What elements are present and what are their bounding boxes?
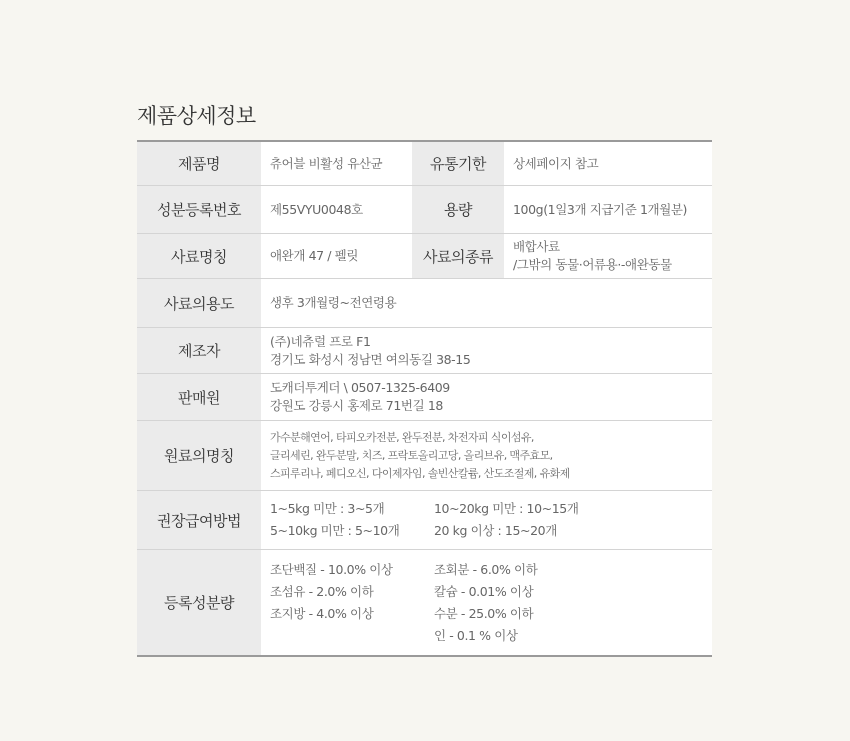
value-line: 경기도 화성시 정남면 여의동길 38-15 (270, 351, 471, 367)
value-line: 수분 - 25.0% 이하 (434, 605, 534, 621)
row-header: 등록성분량 (137, 550, 261, 655)
row-header: 제품명 (137, 142, 261, 185)
row-header: 판매원 (137, 374, 261, 420)
table-row (137, 328, 712, 374)
row-header: 사료의종류 (412, 234, 504, 278)
row-header: 유통기한 (412, 142, 504, 185)
row-value (261, 328, 712, 373)
value-line: 10~20kg 미만 : 10~15개 (434, 501, 579, 516)
row-value (261, 550, 712, 655)
value-line: /그밖의 동물·어류용·-애완동물 (513, 257, 672, 272)
value-column-left (270, 559, 434, 647)
page-title: 제품상세정보 (137, 104, 256, 128)
row-header: 용량 (412, 186, 504, 233)
table-row (137, 491, 712, 550)
value-column-right (434, 498, 579, 542)
value-column-left (270, 498, 434, 542)
row-value: 애완개 47 / 펠릿 (270, 248, 359, 263)
row-header: 성분등록번호 (137, 186, 261, 233)
row-value (261, 374, 712, 420)
table-row (137, 186, 712, 234)
value-line: 1~5kg 미만 : 3~5개 (270, 501, 385, 516)
value-line: 배합사료 (513, 239, 560, 254)
value-column-right (434, 559, 537, 647)
value-line: 조지방 - 4.0% 이상 (270, 605, 374, 621)
table-row (137, 374, 712, 421)
table-row (137, 279, 712, 328)
value-line: 조단백질 - 10.0% 이상 (270, 561, 393, 577)
row-value: 상세페이지 참고 (513, 155, 599, 171)
row-value (504, 234, 712, 278)
row-header: 사료명칭 (137, 234, 261, 278)
value-line: 글리세린, 완두분말, 치즈, 프락토올리고당, 올리브유, 맥주효모, (270, 448, 553, 462)
value-line: (주)네츄럴 프로 F1 (270, 333, 371, 349)
row-value: 생후 3개월령~전연령용 (270, 295, 397, 310)
row-value: 제55VYU0048호 (270, 201, 363, 217)
row-value (261, 421, 712, 490)
value-line: 인 - 0.1 % 이상 (434, 627, 518, 643)
value-line: 도캐더투게더 \ 0507-1325-6409 (270, 380, 450, 395)
table-row (137, 421, 712, 491)
row-header: 원료의명칭 (137, 421, 261, 490)
row-header: 권장급여방법 (137, 491, 261, 549)
value-line: 가수분해연어, 타피오카전분, 완두전분, 차전자피 식이섬유, (270, 430, 534, 444)
value-line: 조섬유 - 2.0% 이하 (270, 583, 374, 599)
value-line: 조회분 - 6.0% 이하 (434, 561, 538, 577)
value-line: 강원도 강릉시 홍제로 71번길 18 (270, 398, 443, 413)
table-row (137, 142, 712, 186)
row-value: 츄어블 비활성 유산균 (270, 155, 383, 171)
row-value (261, 491, 712, 549)
row-header: 제조자 (137, 328, 261, 373)
row-value: 100g(1일3개 지급기준 1개월분) (513, 201, 688, 217)
table-row (137, 550, 712, 655)
value-line: 5~10kg 미만 : 5~10개 (270, 523, 400, 538)
value-line: 스피루리나, 페디오신, 다이제자임, 솔빈산칼륨, 산도조절제, 유화제 (270, 466, 570, 480)
value-line: 칼슘 - 0.01% 이상 (434, 583, 534, 599)
value-line: 20 kg 이상 : 15~20개 (434, 523, 557, 538)
row-header: 사료의용도 (137, 279, 261, 327)
table-row (137, 234, 712, 279)
product-info-table (137, 140, 712, 657)
